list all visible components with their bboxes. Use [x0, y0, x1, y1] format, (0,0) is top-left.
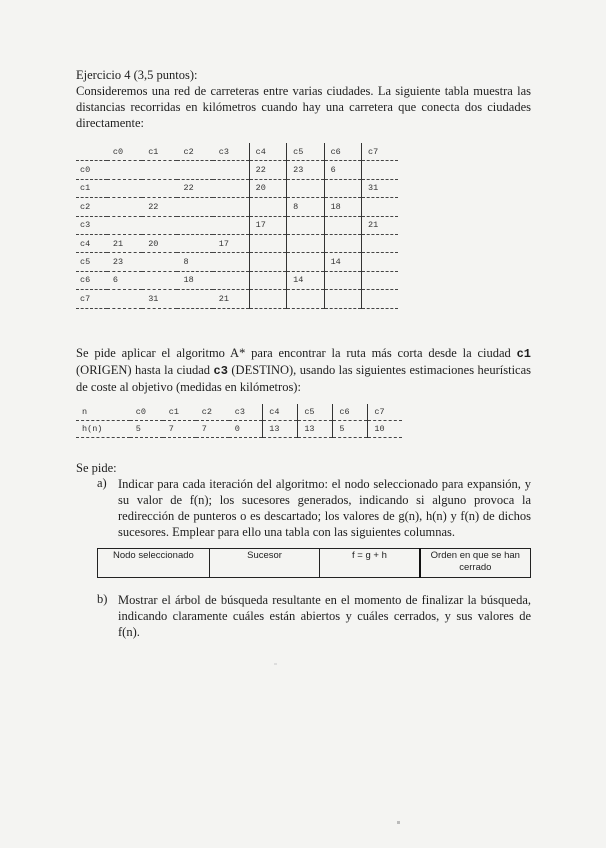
scan-speck: [274, 663, 277, 665]
distance-cell: [287, 290, 324, 308]
distance-header-cell: c6: [324, 143, 361, 161]
heuristic-value-row: [76, 421, 402, 438]
heuristic-value-cell: 13: [263, 421, 298, 438]
distance-cell: 31: [362, 179, 398, 197]
column-selected-node: Nodo seleccionado: [98, 549, 210, 578]
heuristic-table: [76, 404, 402, 438]
distance-row-header: c1: [76, 179, 107, 197]
distance-cell: [362, 198, 398, 216]
distance-cell: 14: [287, 271, 324, 289]
heuristic-header-cell: c5: [298, 404, 333, 421]
astar-paragraph: [76, 345, 531, 395]
distance-cell: [213, 179, 249, 197]
distance-cell: [142, 216, 177, 234]
column-close-order: Orden en que se han cerrado: [420, 549, 531, 578]
distance-cell: [324, 271, 361, 289]
distance-row-c4: [76, 234, 398, 252]
distance-row-c7: [76, 290, 398, 308]
distance-cell: 6: [324, 161, 361, 179]
heuristic-header-cell: c2: [196, 404, 229, 421]
distance-cell: [177, 234, 212, 252]
distance-header-cell: c4: [249, 143, 286, 161]
distance-cell: [249, 198, 286, 216]
distance-cell: [107, 161, 142, 179]
distance-cell: 18: [324, 198, 361, 216]
distance-cell: 21: [107, 234, 142, 252]
distance-header-cell: c7: [362, 143, 398, 161]
distance-cell: [249, 271, 286, 289]
distance-cell: [142, 253, 177, 271]
heuristic-value-cell: 10: [368, 421, 402, 438]
heuristic-value-cell: h(n): [76, 421, 130, 438]
distance-header-cell: c2: [177, 143, 212, 161]
distance-cell: 31: [142, 290, 177, 308]
distance-cell: [249, 290, 286, 308]
distance-row-header: c6: [76, 271, 107, 289]
distance-row-header: c3: [76, 216, 107, 234]
origin-city: c1: [516, 347, 532, 361]
distance-cell: [362, 290, 398, 308]
distance-cell: [107, 198, 142, 216]
heuristic-value-cell: 5: [130, 421, 163, 438]
distance-row-c2: [76, 198, 398, 216]
distance-cell: [177, 161, 212, 179]
distance-row-c6: [76, 271, 398, 289]
distance-table-body: [76, 161, 398, 308]
distance-cell: [362, 253, 398, 271]
heuristic-value-cell: 13: [298, 421, 333, 438]
distance-cell: [249, 253, 286, 271]
distance-cell: [287, 179, 324, 197]
distance-cell: 22: [249, 161, 286, 179]
heuristic-header-row: [76, 404, 402, 421]
distance-row-c1: [76, 179, 398, 197]
heuristic-value-cell: 0: [229, 421, 263, 438]
distance-cell: 20: [249, 179, 286, 197]
heuristic-header-cell: c1: [163, 404, 196, 421]
distance-row-c3: [76, 216, 398, 234]
astar-text-2: (ORIGEN) hasta la ciudad: [76, 363, 211, 377]
distance-cell: [287, 253, 324, 271]
distance-header-cell: c5: [287, 143, 324, 161]
heuristic-header-cell: c7: [368, 404, 402, 421]
column-successor: Sucesor: [209, 549, 320, 578]
distance-cell: [324, 290, 361, 308]
distance-cell: [362, 234, 398, 252]
heuristic-header-cell: c0: [130, 404, 163, 421]
distance-cell: 20: [142, 234, 177, 252]
astar-text-1: Se pide aplicar el algoritmo A* para encontrar la ruta más corta desde la ciudad: [76, 346, 511, 360]
distance-cell: [324, 216, 361, 234]
distance-row-header: c2: [76, 198, 107, 216]
destination-city: c3: [213, 364, 228, 378]
distance-cell: [213, 271, 249, 289]
distance-cell: [287, 216, 324, 234]
distance-cell: [107, 179, 142, 197]
distance-cell: [213, 216, 249, 234]
intro-paragraph: Consideremos una red de carreteras entre varias ciudades. La siguiente tabla muestra las distancias recorridas en kilómetros cuando hay una carretera que conecta dos ciudades directamente:: [76, 84, 531, 130]
distance-cell: 23: [287, 161, 324, 179]
astar-text-3: (DESTINO), usando las siguientes estimaciones heurísticas de coste al objetivo (medidas en kilómetros):: [76, 363, 532, 394]
distance-cell: 22: [142, 198, 177, 216]
distance-cell: [142, 179, 177, 197]
distance-cell: [324, 179, 361, 197]
item-a-label: a): [97, 476, 107, 490]
answer-columns-table: [97, 548, 531, 578]
distance-cell: [177, 216, 212, 234]
distance-row-c0: [76, 161, 398, 179]
distance-cell: 18: [177, 271, 212, 289]
distance-row-c5: [76, 253, 398, 271]
distance-cell: 6: [107, 271, 142, 289]
distance-cell: 14: [324, 253, 361, 271]
distance-cell: [107, 290, 142, 308]
distance-cell: 22: [177, 179, 212, 197]
distance-table: [76, 143, 398, 309]
heuristic-header-cell: c4: [263, 404, 298, 421]
distance-cell: [177, 198, 212, 216]
distance-cell: 17: [213, 234, 249, 252]
distance-cell: 21: [213, 290, 249, 308]
distance-cell: [287, 234, 324, 252]
item-a-text: Indicar para cada iteración del algoritmo: el nodo seleccionado para expansión, y su valor de f(n); los sucesores generados, indicando si alguno provoca la redirección de punteros o es descartado; los valores de g(n), h(n) y f(n) de dichos sucesores. Emplear para ello una tabla con las siguientes columnas.: [118, 477, 531, 539]
heuristic-header-cell: c6: [333, 404, 368, 421]
distance-cell: 17: [249, 216, 286, 234]
distance-row-header: c7: [76, 290, 107, 308]
distance-header-cell: c0: [107, 143, 142, 161]
distance-table-header: [76, 143, 398, 161]
distance-cell: [362, 161, 398, 179]
heuristic-header-cell: n: [76, 404, 130, 421]
heuristic-value-cell: 5: [333, 421, 368, 438]
distance-cell: [213, 198, 249, 216]
item-b-label: b): [97, 592, 108, 606]
distance-cell: 8: [287, 198, 324, 216]
distance-cell: [324, 234, 361, 252]
distance-header-cell: c3: [213, 143, 249, 161]
distance-cell: [142, 161, 177, 179]
distance-cell: [142, 271, 177, 289]
answer-columns-row: [98, 549, 531, 578]
distance-cell: [249, 234, 286, 252]
distance-cell: 23: [107, 253, 142, 271]
column-f-g-h: f = g + h: [320, 549, 420, 578]
distance-header-cell: c1: [142, 143, 177, 161]
distance-cell: [213, 161, 249, 179]
distance-header-cell: [76, 143, 107, 161]
distance-cell: [213, 253, 249, 271]
distance-cell: [177, 290, 212, 308]
scan-speck: [397, 821, 400, 824]
distance-cell: [362, 271, 398, 289]
distance-cell: [107, 216, 142, 234]
distance-cell: 21: [362, 216, 398, 234]
heuristic-header-cell: c3: [229, 404, 263, 421]
se-pide-heading: Se pide:: [76, 461, 117, 475]
exercise-title: Ejercicio 4 (3,5 puntos):: [76, 68, 198, 82]
heuristic-value-cell: 7: [196, 421, 229, 438]
distance-cell: 8: [177, 253, 212, 271]
heuristic-value-cell: 7: [163, 421, 196, 438]
distance-row-header: c0: [76, 161, 107, 179]
distance-row-header: c5: [76, 253, 107, 271]
item-b-text: Mostrar el árbol de búsqueda resultante en el momento de finalizar la búsqueda, indicando claramente cuáles están abiertos y cuáles cerrados, y sus valores de f(n).: [118, 593, 531, 639]
distance-row-header: c4: [76, 234, 107, 252]
